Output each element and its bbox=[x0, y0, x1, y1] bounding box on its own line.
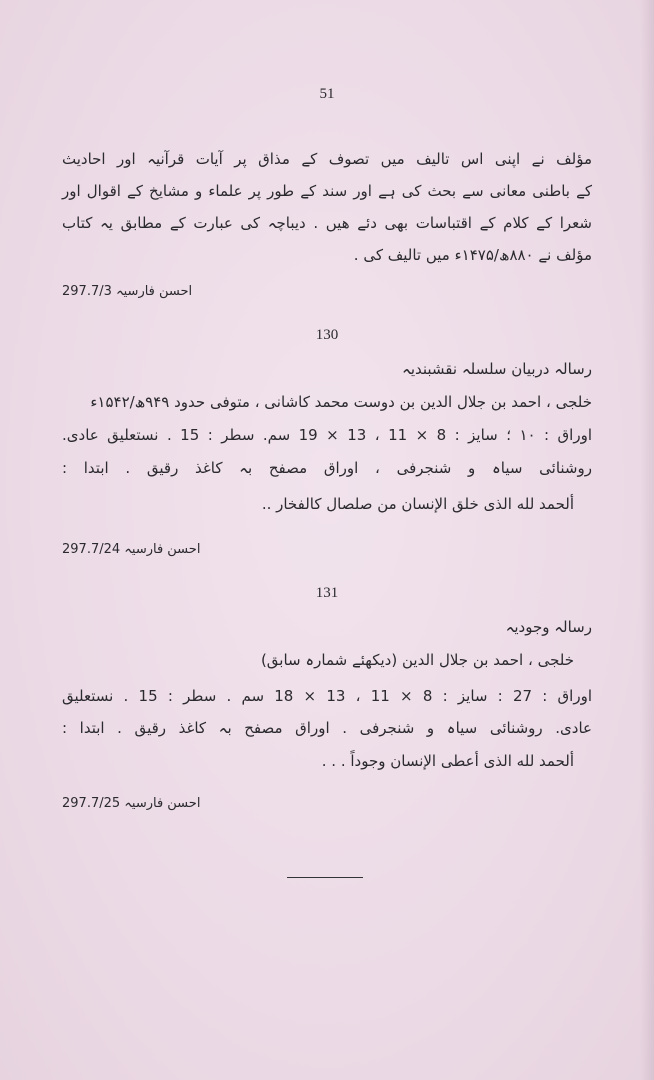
page-edge-shadow bbox=[640, 0, 654, 1080]
entry-131-number: 131 bbox=[315, 585, 339, 601]
entry-131-shelfmark: احسن فارسیہ 297.7/25 bbox=[62, 796, 201, 811]
entry-131-title: رسالہ وجودیہ bbox=[505, 618, 592, 636]
intro-shelfmark: احسن فارسیہ 297.7/3 bbox=[62, 284, 193, 299]
entry-130-number: 130 bbox=[315, 327, 339, 343]
closing-rule bbox=[287, 877, 363, 878]
entry-131-author: خلجی ، احمد بن جلال الدین (دیکھئے شمارہ سابق) bbox=[260, 651, 574, 669]
entry-130-shelfmark: احسن فارسیہ 297.7/24 bbox=[62, 542, 201, 557]
page-number: 51 bbox=[319, 86, 335, 102]
entry-130-physical-line-2: روشنائی سیاہ و شنجرفی ، اوراق مصفح بہ کاغذ رقیق . ابتدا : bbox=[62, 459, 592, 477]
intro-line-4: مؤلف نے ۸۸۰ھ/۱۴۷۵ء میں تالیف کی . bbox=[353, 246, 592, 264]
intro-line-1: مؤلف نے اپنی اس تالیف میں تصوف کے مذاق پر آیات قرآنیہ اور احادیث bbox=[62, 150, 592, 168]
entry-131-physical-line-2: عادی. روشنائی سیاہ و شنجرفی . اوراق مصفح بہ کاغذ رقیق . ابتدا : bbox=[62, 719, 592, 737]
intro-line-2: کے باطنی معانی سے بحث کی ہے اور سند کے طور پر علماء و مشایخ کے اقوال اور bbox=[62, 182, 592, 200]
intro-line-3: شعرا کے کلام کے اقتباسات بھی دئے ھیں . دیباچہ کی عبارت کے مطابق یہ کتاب bbox=[62, 214, 592, 232]
entry-130-title: رسالہ دربیان سلسلہ نقشبندیہ bbox=[402, 360, 592, 378]
entry-130-incipit: ألحمد لله الذی خلق الإنسان من صلصال کالفخار .. bbox=[261, 495, 574, 513]
entry-130-physical-line-1: اوراق : ۱۰ ؛ سایز : 8 × 11 ، 13 × 19 سم. سطر : 15 . نستعلیق عادی. bbox=[62, 426, 592, 444]
entry-130-author: خلجی ، احمد بن جلال الدین بن دوست محمد کاشانی ، متوفی حدود ۹۴۹ھ/۱۵۴۲ء bbox=[90, 393, 592, 411]
entry-131-incipit: ألحمد لله الذی أعطی الإنسان وجوداً . . . bbox=[321, 752, 574, 770]
entry-131-physical-line-1: اوراق : 27 : سایز : 8 × 11 ، 13 × 18 سم . سطر : 15 . نستعلیق bbox=[62, 687, 592, 705]
